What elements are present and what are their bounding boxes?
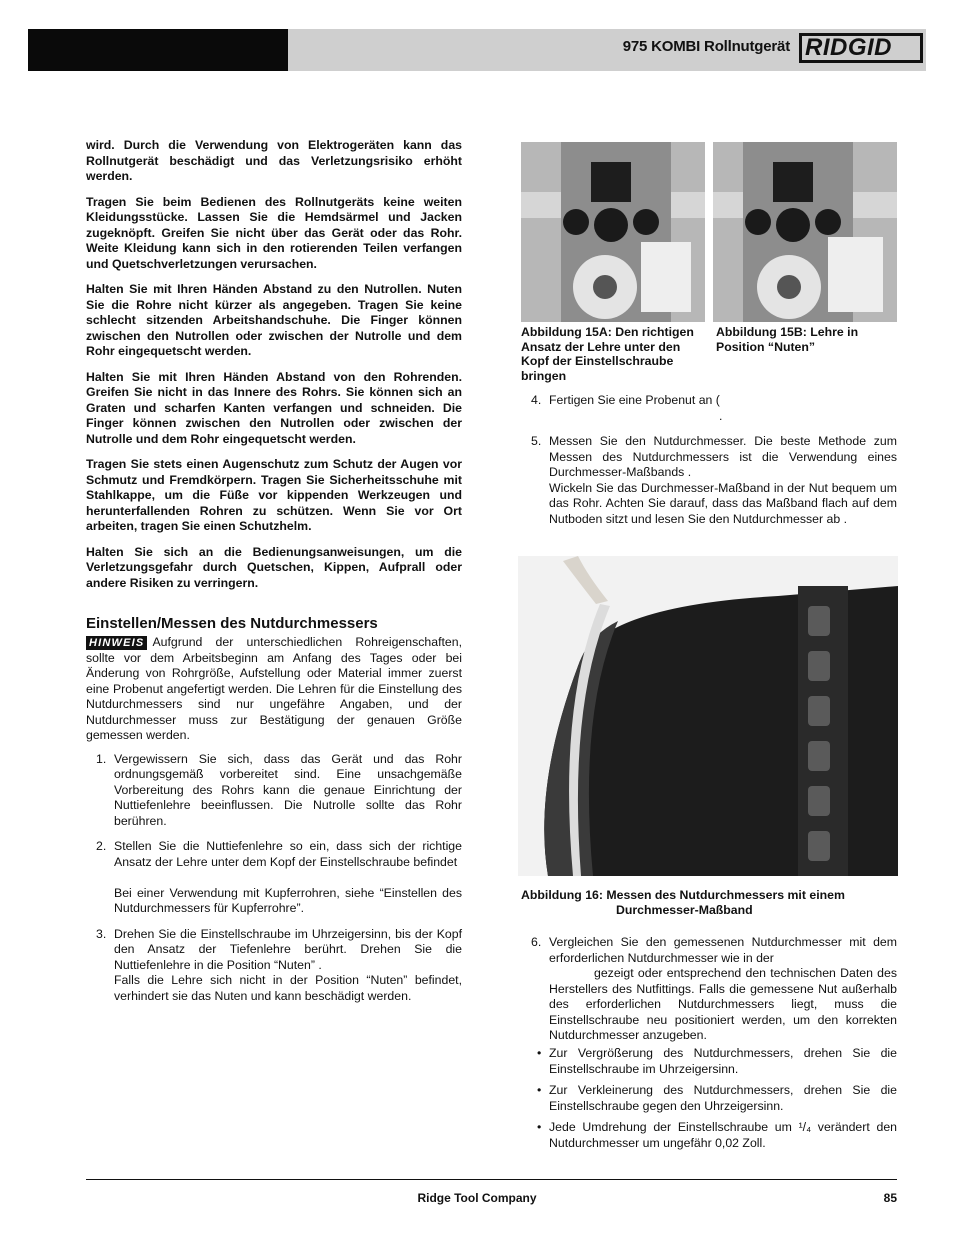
hinweis-badge: HINWEIS	[86, 636, 147, 650]
step-text-continued: Bei einer Verwendung mit Kupferrohren, siehe “Einstellen des Nutdurchmessers für Kupferrohre”.	[114, 885, 462, 915]
list-item: 5. Messen Sie den Nutdurchmesser. Die beste Methode zum Messen des Nutdurchmessers ist die Verwendung eines Durchmesser-Maßbands . Wickeln Sie das Durchmesser-Maßband in der Nut bequem um das Rohr. Achten Sie darauf, dass das Maßband flach auf dem Nutboden sitzt und lesen Sie den Nutdurchmesser ab .	[531, 434, 897, 526]
step-text: Drehen Sie die Einstellschraube im Uhrzeigersinn, bis der Kopf den Ansatz der Tiefenlehre berührt. Drehen Sie die Nuttiefenlehre in die Position “Nuten”	[114, 926, 462, 972]
figure-16-caption-line1: Abbildung 16: Messen des Nutdurchmessers mit einem	[521, 888, 845, 902]
step-text: Vergleichen Sie den gemessenen Nutdurchmesser mit dem erforderlichen Nutdurchmesser wie in der	[549, 935, 897, 965]
figure-15a-caption: Abbildung 15A: Den richtigen Ansatz der Lehre unter den Kopf der Einstellschraube bringen	[521, 325, 694, 383]
list-item	[86, 839, 462, 917]
list-item: • Zur Verkleinerung des Nutdurchmessers, drehen Sie die Einstellschraube gegen den Uhrzeigersinn.	[521, 1083, 897, 1114]
steps-list-right-bottom	[521, 935, 897, 1054]
step-number: 6.	[531, 935, 542, 949]
figure-16-caption-line2: Durchmesser-Maßband	[616, 902, 753, 917]
figure-16-photo	[518, 556, 898, 876]
step-number: 5.	[531, 434, 542, 448]
left-column	[86, 138, 462, 1014]
list-item	[86, 752, 462, 830]
step-text-continued: Falls die Lehre sich nicht in der Position “Nuten” befindet, verhindert sie das Nuten und kann beschädigt werden.	[114, 973, 462, 1003]
figure-15b-caption: Abbildung 15B: Lehre in Position “Nuten”	[716, 325, 859, 354]
header-black-bar	[28, 29, 288, 71]
steps-list-left	[86, 752, 462, 1005]
step-text: Stellen Sie die Nuttiefenlehre so ein, dass sich der richtige Ansatz der Lehre unter dem Kopf der Einstellschraube befindet	[114, 839, 462, 869]
warning-paragraph: Halten Sie sich an die Bedienungsanweisungen, um die Verletzungsgefahr durch Quetschen, Kippen, Aufprall oder andere Risiken zu verringern.	[86, 544, 462, 590]
list-item	[521, 935, 897, 1044]
header-title: 975 KOMBI Rollnutgerät	[622, 38, 790, 55]
step-number: 3.	[96, 926, 107, 941]
list-item: • Zur Vergrößerung des Nutdurchmessers, drehen Sie die Einstellschraube im Uhrzeigersinn.	[521, 1046, 897, 1077]
warning-paragraph: Tragen Sie stets einen Augenschutz zum Schutz der Augen vor Schmutz und Fremdkörpern. Tragen Sie Sicherheitsschuhe mit Stahlkappe, um die Füße vor kippenden Werkzeugen und herunterfallenden Rohren zu schützen. Wenn Sie vor Ort arbeiten, tragen Sie einen Schutzhelm.	[86, 457, 462, 533]
logo-text: RIDGID	[805, 34, 892, 61]
footer-company: Ridge Tool Company	[417, 1191, 537, 1205]
warning-paragraph: Halten Sie mit Ihren Händen Abstand zu den Nutrollen. Nuten Sie die Rohre nicht kürzer als angegeben. Tragen Sie keine schlecht sitzenden Arbeitshandschuhe. Die Finger können zwischen den Nutrollen oder zwischen der Nutrolle und dem Rohr eingequetscht werden.	[86, 282, 462, 358]
list-item: • Jede Umdrehung der Einstellschraube um ¹/₄ verändert den Nutdurchmesser um ungefähr 0,02 Zoll.	[521, 1120, 897, 1151]
warning-paragraph: Tragen Sie beim Bedienen des Rollnutgeräts keine weiten Kleidungsstücke. Lassen Sie die Hemdsärmel und Jacken zugeknöpft. Greifen Sie nicht über das Gerät oder das Rohr. Weite Kleidung kann sich in den rotierenden Teilen verfangen und Quetschverletzungen verursachen.	[86, 194, 462, 271]
page-number: 85	[883, 1191, 897, 1205]
steps-list-right-top	[521, 393, 897, 537]
footer-divider	[86, 1179, 897, 1180]
step-text: Fertigen Sie eine Probenut an (	[549, 393, 720, 407]
step-text-continued: .	[719, 408, 723, 423]
step-text: Messen Sie den Nutdurchmesser. Die beste Methode zum Messen des Nutdurchmessers ist die Verwendung eines Durchmesser-Maßbands	[549, 434, 897, 479]
figure-15b-photo	[713, 142, 897, 322]
step-number: 2.	[96, 839, 107, 853]
step-text: Vergewissern Sie sich, dass das Gerät und das Rohr ordnungsgemäß vorbereitet sind. Eine unsachgemäße Vorbereitung des Rohrs kann die genaue Einrichtung der Nuttiefenlehre beeinflussen. Die Nutrolle sollte das Rohr berühren.	[114, 751, 462, 828]
section-title: Einstellen/Messen des Nutdurchmessers	[86, 615, 378, 632]
step-text-continued: Wickeln Sie das Durchmesser-Maßband in der Nut bequem um das Rohr. Achten Sie darauf, dass das Maßband flach auf dem Nutboden sitzt und lesen Sie den Nutdurchmesser ab	[549, 480, 897, 526]
list-item: 3. Drehen Sie die Einstellschraube im Uhrzeigersinn, bis der Kopf den Ansatz der Tiefenlehre berührt. Drehen Sie die Nuttiefenlehre in die Position “Nuten” . Falls die Lehre sich nicht in der Position “Nuten” befindet, verhindert sie das Nuten und kann beschädigt werden.	[96, 926, 462, 1003]
notice-text: Aufgrund der unterschiedlichen Rohreigenschaften, sollte vor dem Arbeitsbeginn am Anfang des Tages oder bei Änderung von Rohrgröße, Aufstellung oder Material immer zuerst eine Probenut angefertigt werden. Die Lehren für die Einstellung des Nutdurchmessers sind nur ungefähre Angaben, und der Nutdurchmesser muss zur Bestätigung der genauen Größe gemessen werden.	[86, 635, 462, 742]
warning-paragraph: wird. Durch die Verwendung von Elektrogeräten kann das Rollnutgerät beschädigt und das Verletzungsrisiko erhöht werden.	[86, 138, 462, 183]
step-text-continued: gezeigt oder entsprechend den technischen Daten des Herstellers des Nutfittings. Falls die gemessene Nut außerhalb des erforderlichen Nutdurchmessers liegt, muss die Einstellschraube neu positioniert werden, um den korrekten Nutdurchmesser anzugeben.	[549, 966, 897, 1042]
warning-paragraph: Halten Sie mit Ihren Händen Abstand von den Rohrenden. Greifen Sie nicht in das Innere des Rohrs. Sie können sich an Graten und scharfen Kanten verfangen und schneiden. Die Finger können zwischen den Nutrollen oder zwischen der Nutrolle und dem Rohr eingequetscht werden.	[86, 369, 462, 446]
step-number: 4.	[531, 393, 542, 407]
notice-paragraph	[86, 635, 462, 744]
step-number: 1.	[96, 751, 107, 766]
bullet-list	[521, 1046, 897, 1157]
figure-16-caption	[521, 888, 897, 917]
ridgid-logo	[799, 33, 927, 65]
list-item	[521, 393, 897, 424]
figure-15a-photo	[521, 142, 705, 322]
